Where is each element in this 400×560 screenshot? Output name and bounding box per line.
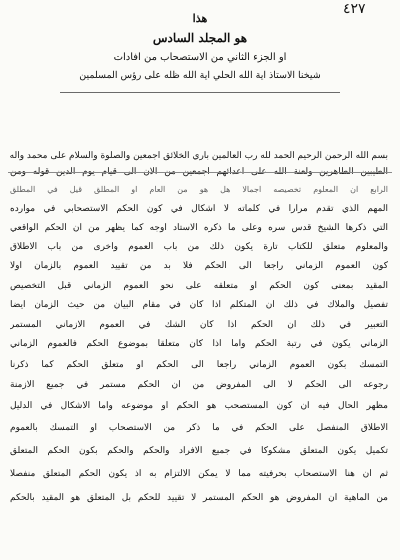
header-line-1: هذا [192, 12, 208, 25]
body-line-18: من الماهية ان المفروض هو الحكم المستمر لا تقييد للحكم بل المتعلق هو المقيد بالحكم [10, 493, 388, 503]
body-line-10: التعبير في ذلك ان الحكم اذا كان الشك في العموم الازماني المستمر [10, 320, 388, 330]
body-line-6: والمعلوم متعلق للكتاب تارة يكون ذلك من باب العموم واخرى من باب الاطلاق [10, 242, 388, 252]
body-line-15: الاطلاق المنفصل على الحكم في ما ذكر من الاستصحاب او التمسك بالعموم [10, 423, 388, 433]
header-line-4: شيخنا الاستاذ اية الله الحلي اية الله ظله على رؤس المسلمين [79, 70, 321, 81]
body-line-12: التمسك بكون العموم الزماني راجعا الى الحكم او متعلق الحكم كما ذكرنا [10, 360, 388, 370]
body-line-8: المقيد بمعنى كون الحكم او متعلقه على نحو العموم الزماني قبل التخصيص [10, 281, 388, 291]
body-line-3: الرابع ان المعلوم تخصيصه اجمالا هل هو من العام او المطلق قيل في المطلق [10, 185, 388, 194]
body-line-14: مظهر الحال فيه ان كون المستصحب هو الحكم او موضوعه واما الاشكال في الدليل [10, 401, 388, 411]
body-line-4: المهم الذي تقدم مرارا في كلماته لا اشكال في كون الحكم الاستصحابي في موارده [10, 204, 388, 214]
body-line-13: رجوعه الى الحكم لا الى المفروض من ان الحكم مستمر في جميع الازمنة [10, 380, 388, 390]
section-divider [8, 172, 392, 173]
body-line-5: التي ذكرها الشيخ قدس سره وعلى ما ذكره الاستاد اوجه كما يظهر من ان الحكم الواقعي [10, 223, 388, 233]
body-line-7: كون العموم الزماني راجعا الى الحكم فلا بد من تقييد العموم بالزمان اولا [10, 261, 388, 271]
header-divider [60, 92, 340, 93]
body-line-9: تفصيل والملاك في ذلك ان المتكلم اذا كان في مقام البيان من حيث الزمان ايضا [10, 300, 388, 310]
page-number: ٤٢٧ [343, 2, 366, 17]
body-line-1: بسم الله الرحمن الرحيم الحمد لله رب العالمين باري الخلائق اجمعين والصلوة والسلام على محمد واله [10, 151, 388, 161]
body-line-11: الزماني يكون في رتبة الحكم واما اذا كان متعلقا بموضوع الحكم فالعموم الزماني [10, 339, 388, 349]
body-line-17: ثم ان هنا الاستصحاب بحرفيته مما لا يمكن الالتزام به اذ يكون الحكم المتعلق منفصلا [10, 469, 388, 479]
body-line-2: الطيبين الطاهرين ولعنة الله على اعدائهم اجمعين من الان الى قيام يوم الدين قوله ومن [10, 167, 388, 177]
header-line-2: هو المجلد السادس [152, 31, 248, 45]
body-line-16: تكميل يكون المتعلق مشكوكا في جميع الافراد والحكم والحكم بكون الحكم المتعلق [10, 446, 388, 456]
header-line-3: او الجزء الثاني من الاستصحاب من افادات [113, 52, 287, 63]
